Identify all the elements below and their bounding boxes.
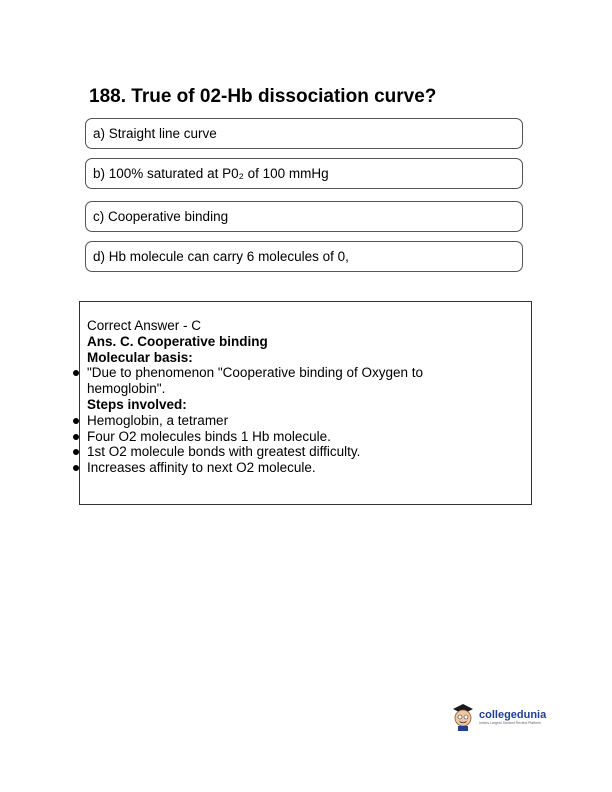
steps-heading: Steps involved:: [87, 396, 187, 412]
step-text: 1st O2 molecule bonds with greatest difficulty.: [87, 444, 361, 460]
step-item: [87, 460, 507, 476]
bullet-icon: [73, 434, 79, 440]
answer-content: [87, 318, 507, 476]
molecular-basis-text-1: "Due to phenomenon "Cooperative binding of Oxygen to: [87, 365, 424, 381]
question-title: 188. True of 02-Hb dissociation curve?: [89, 86, 437, 107]
option-b[interactable]: b) 100% saturated at P0₂ of 100 mmHg: [85, 158, 523, 189]
step-item: [87, 444, 507, 460]
logo-tagline: India's Largest Student Review Platform: [479, 720, 542, 725]
step-item: [87, 429, 507, 445]
option-a[interactable]: a) Straight line curve: [85, 118, 523, 149]
molecular-basis-text-2: hemoglobin".: [87, 381, 166, 397]
molecular-basis-bullet: [87, 365, 507, 381]
step-text: Four O2 molecules binds 1 Hb molecule.: [87, 428, 331, 444]
option-c[interactable]: c) Cooperative binding: [85, 201, 523, 232]
bullet-icon: [73, 418, 79, 424]
answer-line: Ans. C. Cooperative binding: [87, 333, 268, 349]
collegedunia-logo: [451, 703, 546, 731]
molecular-basis-heading: Molecular basis:: [87, 349, 193, 365]
option-d[interactable]: d) Hb molecule can carry 6 molecules of 0,: [85, 241, 523, 272]
mascot-icon: [451, 703, 475, 731]
logo-name: collegedunia: [479, 708, 547, 721]
step-text: Increases affinity to next O2 molecule.: [87, 460, 316, 476]
step-text: Hemoglobin, a tetramer: [87, 412, 229, 428]
step-item: [87, 413, 507, 429]
correct-answer: Correct Answer - C: [87, 318, 202, 333]
